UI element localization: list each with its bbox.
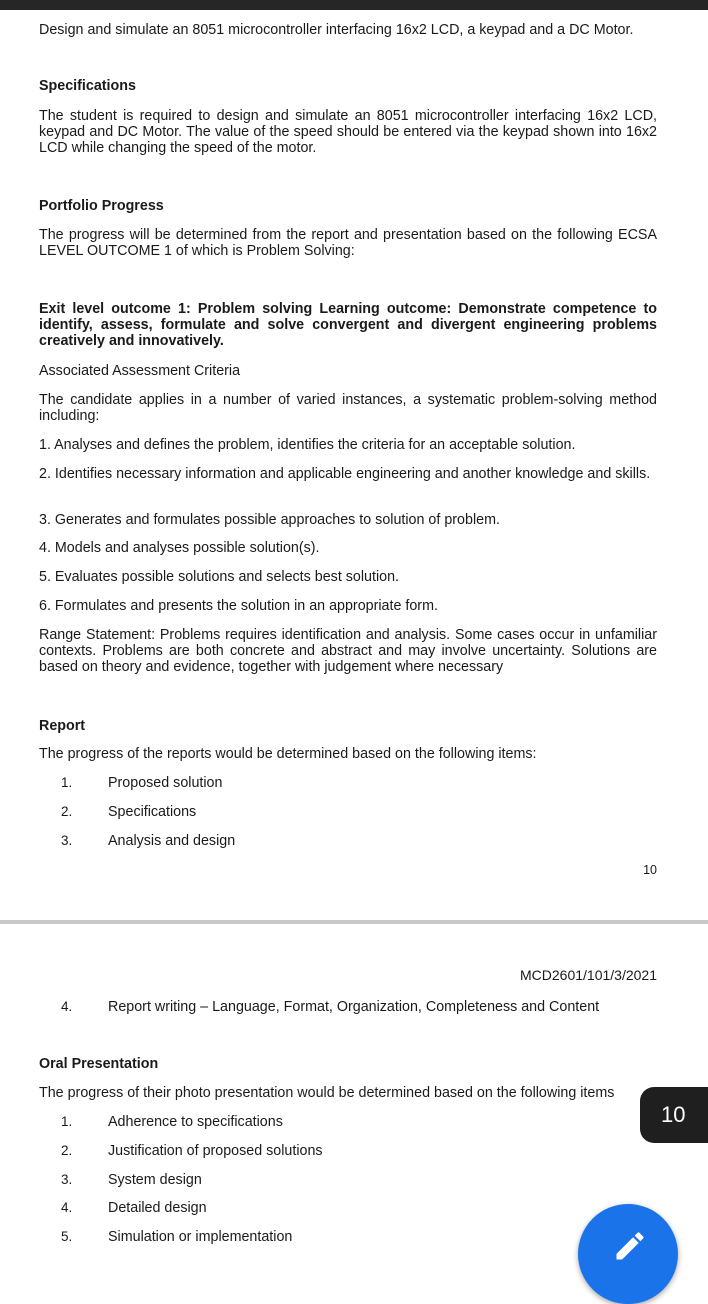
assessment-intro: The candidate applies in a number of varied instances, a systematic problem-solving method including: [39, 392, 657, 424]
range-statement: Range Statement: Problems requires identification and analysis. Some cases occur in unfamiliar contexts. Problems are both concrete and abstract and may involve uncertainty. Solutions are based on theory and evidence, together with judgement where necessary [39, 627, 657, 675]
criteria-item: 3. Generates and formulates possible approaches to solution of problem. [39, 512, 500, 528]
report-item: Analysis and design [108, 833, 236, 849]
assessment-heading: Associated Assessment Criteria [39, 363, 241, 379]
exit-level-outcome: Exit level outcome 1: Problem solving Learning outcome: Demonstrate competence to identify, assess, formulate and solve convergent and divergent engineering problems creatively and innovatively. [39, 301, 657, 349]
oral-presentation-heading: Oral Presentation [39, 1056, 159, 1072]
oral-presentation-intro: The progress of their photo presentation would be determined based on the following items [39, 1085, 615, 1101]
portfolio-heading: Portfolio Progress [39, 198, 164, 214]
report-heading: Report [39, 718, 86, 734]
document-page-11 [0, 924, 708, 1255]
criteria-item: 2. Identifies necessary information and applicable engineering and another knowledge and skills. [39, 466, 651, 482]
pencil-icon [612, 1228, 648, 1264]
specifications-heading: Specifications [39, 78, 136, 94]
intro-text: Design and simulate an 8051 microcontroller interfacing 16x2 LCD, a keypad and a DC Motor. [39, 22, 634, 38]
criteria-item: 6. Formulates and presents the solution in an appropriate form. [39, 598, 438, 614]
report-item-number: 2. [61, 804, 73, 819]
report-item: Proposed solution [108, 775, 223, 791]
specifications-body: The student is required to design and simulate an 8051 microcontroller interfacing 16x2 LCD, keypad and DC Motor. The value of the speed should be entered via the keypad shown into 16x2 LCD while changing the speed of the motor. [39, 108, 657, 156]
edit-button[interactable] [578, 1204, 678, 1304]
criteria-item: 1. Analyses and defines the problem, identifies the criteria for an acceptable solution. [39, 437, 576, 453]
oral-item-number: 3. [61, 1172, 73, 1187]
report-intro: The progress of the reports would be determined based on the following items: [39, 746, 537, 762]
report-item: Report writing – Language, Format, Organization, Completeness and Content [108, 999, 600, 1015]
report-item-number: 1. [61, 775, 73, 790]
criteria-item: 4. Models and analyses possible solution(s). [39, 540, 320, 556]
oral-item: System design [108, 1172, 202, 1188]
oral-item: Justification of proposed solutions [108, 1143, 323, 1159]
document-page-10 [0, 10, 708, 920]
oral-item: Adherence to specifications [108, 1114, 283, 1130]
report-item: Specifications [108, 804, 197, 820]
document-reference: MCD2601/101/3/2021 [520, 967, 657, 983]
oral-item-number: 4. [61, 1200, 73, 1215]
report-item-number: 3. [61, 833, 73, 848]
criteria-item: 5. Evaluates possible solutions and selects best solution. [39, 569, 400, 585]
page-indicator[interactable]: 10 [640, 1087, 708, 1143]
viewer-top-bar [0, 0, 708, 10]
portfolio-body: The progress will be determined from the report and presentation based on the following ECSA LEVEL OUTCOME 1 of which is Problem Solving: [39, 227, 657, 259]
oral-item: Simulation or implementation [108, 1229, 293, 1245]
report-item-number: 4. [61, 999, 73, 1014]
oral-item-number: 2. [61, 1143, 73, 1158]
page-number: 10 [643, 863, 657, 877]
oral-item-number: 5. [61, 1229, 73, 1244]
oral-item-number: 1. [61, 1114, 73, 1129]
oral-item: Detailed design [108, 1200, 207, 1216]
